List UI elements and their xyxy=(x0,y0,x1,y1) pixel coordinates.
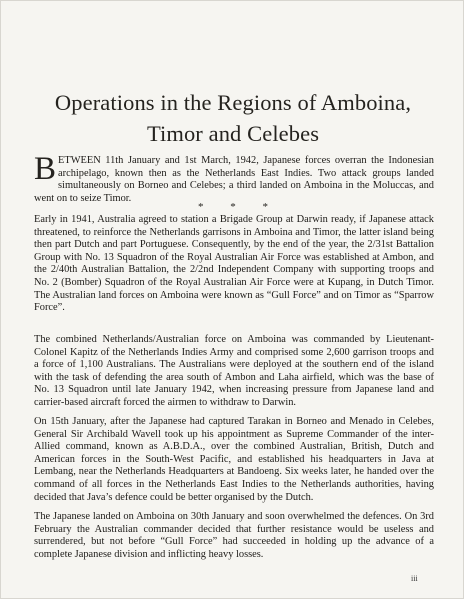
page-title xyxy=(1,87,464,149)
paragraph-brigade-group: Early in 1941, Australia agreed to station a Brigade Group at Darwin ready, if Japanese attack threatened, to reinforce the Netherlands garrisons in Amboina and Timor, the latter island being then part Dutch and part Portuguese. Consequently, by the end of the year, the 2/31st Battalion Group with No. 13 Squadron of the Royal Australian Air Force was established at Ambon, and the 2/40th Australian Battalion, the 2/2nd Independent Company with supporting troops and No. 2 (Bomber) Squadron of the Royal Australian Air Force were at Kupang, in Dutch Timor. The Australian land forces on Amboina were known as “Gull Force” and on Timor as “Sparrow Force”. xyxy=(34,214,434,314)
paragraph-amboina-force: The combined Netherlands/Australian force on Amboina was commanded by Lieutenant-Colonel Kapitz of the Netherlands Indies Army and comprised some 2,600 garrison troops and a force of 1,100 Australians. The Australians were deployed at the southern end of the island with the task of defending the area south of Ambon and Laha airfield, which was the base of No. 13 Squadron until late January 1942, when increasing pressure from Japanese land and carrier-based aircraft forced the airmen to withdraw to Darwin. xyxy=(34,334,434,408)
page-number: iii xyxy=(411,574,418,583)
intro-text: ETWEEN 11th January and 1st March, 1942, Japanese forces overran the Indonesian archipelago, known then as the Netherlands East Indies. Two attack groups landed simultaneously on Borneo and Celebes; a third landed on Amboina in the Moluccas, and went on to seize Timor. xyxy=(34,155,434,204)
title-line-1: Operations in the Regions of Amboina, xyxy=(54,90,412,115)
drop-cap: B xyxy=(34,151,57,187)
separator-star: * xyxy=(230,201,236,213)
separator-star: * xyxy=(198,201,204,213)
intro-paragraph xyxy=(34,151,434,205)
section-separator xyxy=(1,201,464,213)
paragraph-abda-command: On 15th January, after the Japanese had captured Tarakan in Borneo and Menado in Celebes, General Sir Archibald Wavell took up his appointment as Supreme Commander of the inter-Allied command, known as A.B.D.A., over the combined Australian, British, Dutch and American forces in the South-West Pacific, and established his headquarters in Java at Lembang, near the Netherlands Headquarters at Bandoeng. Six weeks later, he handed over the command of all forces in the Netherlands East Indies to the Netherlands authorities, having decided that Java’s defence could be better organised by the Dutch. xyxy=(34,416,434,503)
paragraph-japanese-landing: The Japanese landed on Amboina on 30th January and soon overwhelmed the defences. On 3rd February the Australian commander decided that further resistance would be useless and surrendered, but not before “Gull Force” had succeeded in holding up the advance of a complete Japanese division and inflicting heavy losses. xyxy=(34,511,434,560)
separator-star: * xyxy=(262,201,268,213)
title-line-2: Timor and Celebes xyxy=(146,121,320,146)
